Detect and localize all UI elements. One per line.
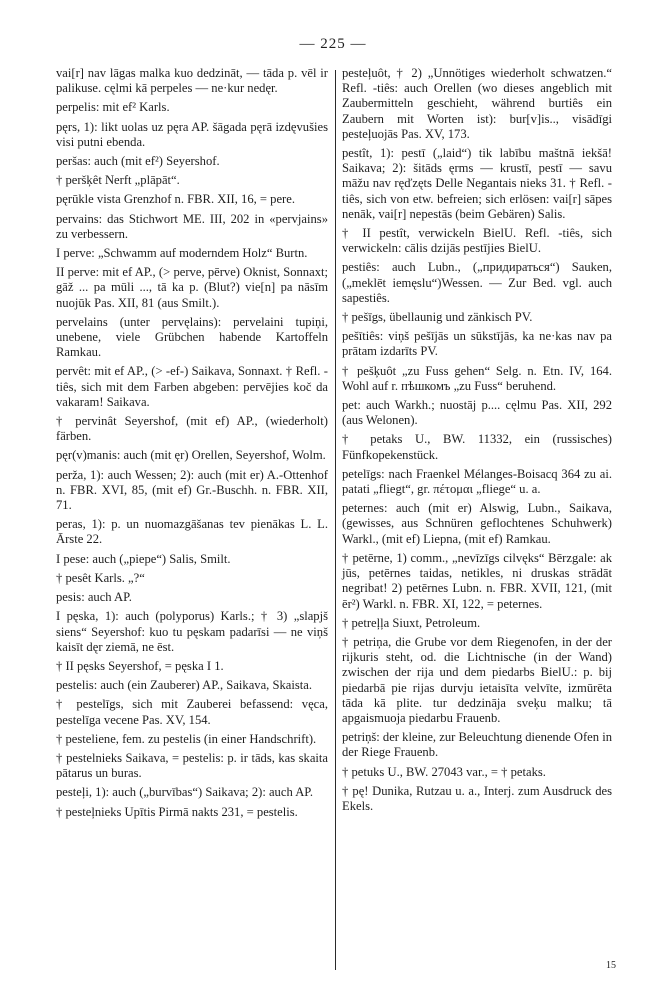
entry: † pesteļnieks Upītis Pirmā nakts 231, = pestelis. xyxy=(56,804,298,819)
entry: † pešķuôt „zu Fuss gehen“ Selg. n. Etn. IV, 164. Wohl auf r. пѣшкомъ „zu Fuss“ beruhend. xyxy=(342,363,612,393)
entry: pestiês: auch Lubn., („придираться“) Sauken, („meklēt iemęslu“)Wessen. — Zur Bed. vgl. auch sapestiês. xyxy=(342,260,612,305)
entry: pestît, 1): pestī („laid“) tik labību maštnā iekšā! Saikava; 2): šitāds ęrms — krustī, pestī — savu māžu nav ręďzęts Delle Negantais nieks 31. † Refl. -tiês, sich von etw. befreien; sich erlösen: vai[r] sāpes nenāk, vai[r] nepestās (beim Gebären) Salis. xyxy=(342,146,612,221)
entry: † petriņa, die Grube vor dem Riegenofen, in der der rijkuris steht, od. die Lichtnische (in der Wand) zwischen der rija und dem piedarbs BielU.: p. bij piedarbā pie rijas durvju ietaisīta velvīte, izmūrēta tāda kā plite. tur dedzināja sveķu malku; tā apgaismuoja piedarbu Frauenb. xyxy=(342,634,612,725)
entry: pesteļi, 1): auch („burvības“) Saikava; 2): auch AP. xyxy=(56,785,314,800)
entry: † pešīgs, übellaunig und zänkisch PV. xyxy=(342,310,533,325)
entry: peternes: auch (mit er) Alswig, Lubn., Saikava, (gewisses, aus Schnüren geflochtenes Schuhwerk) Warkl., (mit ef) Liepna, (mit ef) Ramkau. xyxy=(342,501,612,546)
entry: vai[r] nav lāgas malka kuo dedzināt, — tāda p. vēl ir palikuse. cęlmi kā perpeles — ne·kur nedęr. xyxy=(56,66,328,96)
entry: † petērne, 1) comm., „nevīzīgs cilvęks“ Bērzgale: ak jūs, petērnes taidas, netikles, ni druskas strādāt negribat! 2) petērnes Lubn. n. FBR. XVII, 121, (mit ēr²) Warkl. n. FBR. XI, 122, = peternes. xyxy=(342,550,612,611)
entry: petriņš: der kleine, zur Beleuchtung dienende Ofen in der Riege Frauenb. xyxy=(342,730,612,760)
entry: I perve: „Schwamm auf moderndem Holz“ Burtn. xyxy=(56,246,308,261)
entry: pęrūkle vista Grenzhof n. FBR. XII, 16, = pere. xyxy=(56,192,295,207)
entry: † peršķêt Nerft „plāpāt“. xyxy=(56,173,180,188)
entry: II perve: mit ef AP., (> perve, pērve) Oknist, Sonnaxt; gāž ... pa mūli ..., tā ka p. (Blut?) vie[n] pa nāsīm nuojūk Pas. XII, 81 (aus Smilt.). xyxy=(56,265,328,310)
signature-mark: 15 xyxy=(606,960,616,971)
entry: pęrs, 1): likt uolas uz pęra AP. šāgada pęrā izdęvušies visi putni ebenda. xyxy=(56,119,328,149)
entry: † II pęsks Seyershof, = pęska I 1. xyxy=(56,658,224,673)
entry: perža, 1): auch Wessen; 2): auch (mit er) A.-Ottenhof n. FBR. XVI, 85, (mit ef) Gr.-Buschh. n. FBR. XII, 71. xyxy=(56,467,328,513)
left-column xyxy=(56,66,328,824)
entry: † pervinât Seyershof, (mit ef) AP., (wiederholt) färben. xyxy=(56,414,328,444)
entry: petelīgs: nach Fraenkel Mélanges-Boisacq 364 zu ai. patati „fliegt“, gr. πέτομαι „fliege“ u. a. xyxy=(342,466,612,497)
entry: pęr(v)manis: auch (mit ęr) Orellen, Seyershof, Wolm. xyxy=(56,448,326,463)
entry: pervêt: mit ef AP., (> -ef-) Saikava, Sonnaxt. † Refl. -tiês, sich mit dem Farben abgeben: pervējies koč da vakaram! Saikava. xyxy=(56,364,328,409)
entry: † petaks U., BW. 11332, ein (russisches) Fünfkopekenstück. xyxy=(342,432,612,462)
entry: pervelains (unter pervęlains): pervelaini tupiņi, unebene, viele Grübchen habende Kartoffeln Ramkau. xyxy=(56,314,328,360)
entry: † II pestît, verwickeln BielU. Refl. -tiês, sich verwickeln: cālis dzijās pestījies BielU. xyxy=(342,226,612,256)
entry: † pestelīgs, sich mit Zauberei befassend: vęca, pestelīga vecene Pas. XV, 154. xyxy=(56,697,328,727)
entry: † petuks U., BW. 27043 var., = † petaks. xyxy=(342,764,546,779)
entry: † pestelnieks Saikava, = pestelis: p. ir tāds, kas skaita pātarus un buras. xyxy=(56,750,328,781)
entry: pesteļuôt, † 2) „Unnötiges wiederholt schwatzen.“ Refl. -tiês: auch Orellen (wo dieses angeblich mit Zaubermitteln geschieht, während burtiês ein Zaubern mit Worten ist): bur[v]is.., visādīgi pesteļuojās Pas. XV, 173. xyxy=(342,66,612,141)
entry: † petreļļa Siuxt, Petroleum. xyxy=(342,615,481,630)
entry: pesis: auch AP. xyxy=(56,590,132,605)
entry: pet: auch Warkh.; nuostāj p.... cęlmu Pas. XII, 292 (aus Welonen). xyxy=(342,398,612,428)
entry: peršas: auch (mit ef²) Seyershof. xyxy=(56,154,220,169)
entry: pervains: das Stichwort ME. III, 202 in «pervjains» zu verbessern. xyxy=(56,211,328,241)
entry: I pese: auch („piepe“) Salis, Smilt. xyxy=(56,551,231,566)
page-number: — 225 — xyxy=(299,36,367,52)
entry: perpelis: mit ef² Karls. xyxy=(56,100,170,115)
entry: † pesêt Karls. „?“ xyxy=(56,570,145,585)
entry: pestelis: auch (ein Zauberer) AP., Saikava, Skaista. xyxy=(56,678,313,693)
entry: I pęska, 1): auch (polyporus) Karls.; † 3) „slapjš siens“ Seyershof: kuo tu pęskam padarīsi — ne viņš kaisīt dęr ziemā, ne ēst. xyxy=(56,609,328,654)
entry: peras, 1): p. un nuomazgāšanas tev pienākas L. L. Ārste 22. xyxy=(56,517,328,547)
entry: † pesteliene, fem. zu pestelis (in einer Handschrift). xyxy=(56,731,317,746)
column-divider xyxy=(335,70,336,970)
right-column xyxy=(342,66,612,818)
entry: pešītiês: viņš pešījās un sūkstījās, ka ne·kas nav pa prātam izdarīts PV. xyxy=(342,329,612,359)
entry: † pę! Dunika, Rutzau u. a., Interj. zum Ausdruck des Ekels. xyxy=(342,783,612,813)
